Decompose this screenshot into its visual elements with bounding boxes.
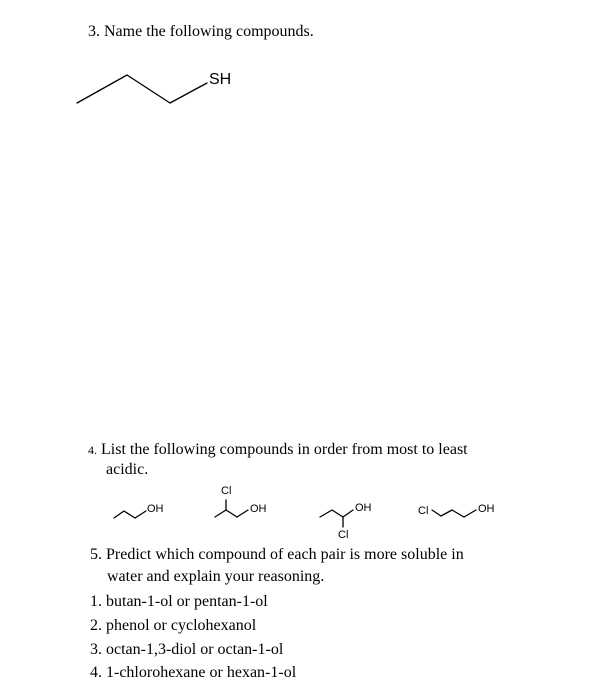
list-item: 2. phenol or cyclohexanol [90,617,257,634]
cl-label: Cl [338,529,349,541]
bond [432,510,441,516]
oh-label: OH [355,502,372,514]
list-item: 1. butan-1-ol or pentan-1-ol [90,593,268,610]
question-5-line-1 [90,545,464,565]
oh-label: OH [478,503,495,515]
bond [441,510,452,516]
molecule-4 [418,503,495,517]
bond [320,510,332,517]
question-5-line-2: water and explain your reasoning. [107,568,325,585]
question-4-text-line-1: List the following compounds in order from most to least [101,441,468,458]
question-3-text: Name the following compounds. [104,23,314,40]
cl-label: Cl [221,485,232,497]
bond [343,510,353,517]
question-3-number: 3. [88,23,100,40]
list-item: 4. 1-chlorohexane or hexan-1-ol [90,664,297,681]
bond [114,511,124,518]
question-4-line-2: acidic. [106,461,149,478]
molecule-1 [114,503,164,518]
cl-label: Cl [418,505,429,517]
molecule-2 [215,485,267,517]
bond [237,510,248,517]
bond [135,511,146,518]
list-item: 3. octan-1,3-diol or octan-1-ol [90,641,284,658]
bond [464,510,476,517]
bond [215,510,226,517]
molecule-3 [320,502,372,541]
bond [452,510,464,517]
bond [124,511,135,518]
bond [332,510,343,517]
question-5-number: 5. [90,546,102,563]
bond [226,510,237,517]
oh-label: OH [250,503,267,515]
sh-label: SH [209,71,232,88]
oh-label: OH [147,503,164,515]
question-5-text-line-1: Predict which compound of each pair is more soluble in [106,546,464,563]
question-4-number: 4. [88,443,97,457]
